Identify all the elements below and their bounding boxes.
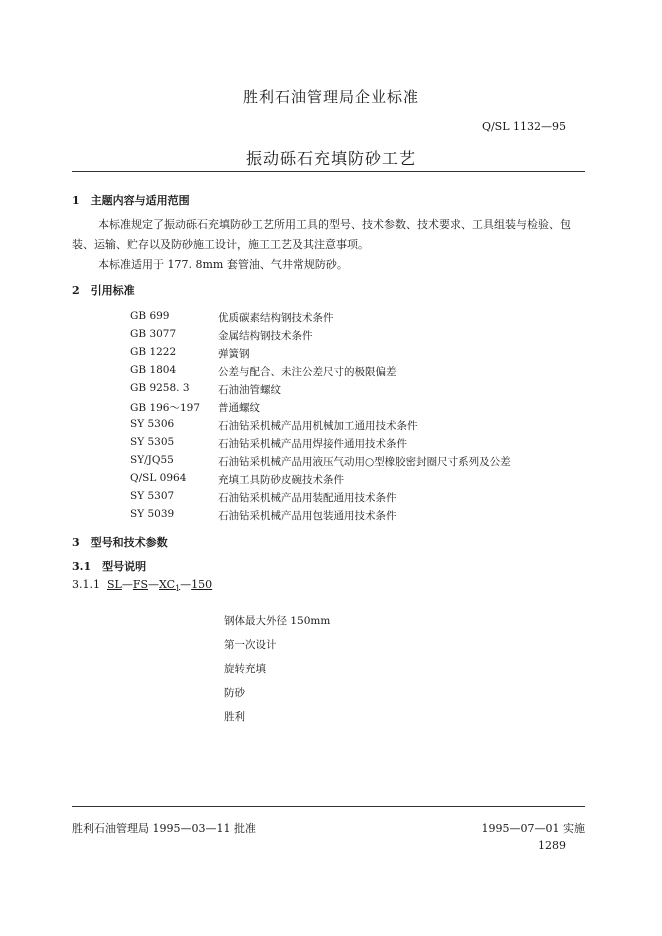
document-title: 振动砾石充填防砂工艺 <box>245 149 416 168</box>
model-label: 第一次设计 <box>224 639 277 651</box>
ref-name: 石油钻采机械产品用机械加工通用技术条件 <box>218 420 418 432</box>
implementation-date: 1995—07—01 实施 <box>481 822 585 835</box>
ref-code: Q/SL 0964 <box>130 472 187 484</box>
section-3-1-heading: 3.1 型号说明 <box>72 560 147 573</box>
model-part-sl: SL <box>107 578 122 591</box>
ref-name: 石油钻采机械产品用焊接件通用技术条件 <box>218 438 407 450</box>
footer-divider <box>72 806 585 807</box>
model-label: 钢体最大外径 150mm <box>224 615 331 627</box>
model-separator: — <box>121 578 133 591</box>
ref-name: 普通螺纹 <box>218 402 260 414</box>
section-3-heading: 3 型号和技术参数 <box>72 536 168 549</box>
approval-date: 胜利石油管理局 1995—03—11 批准 <box>72 822 256 835</box>
section-1-heading: 1 主题内容与适用范围 <box>72 194 190 207</box>
page-number: 1289 <box>538 839 566 852</box>
ref-name: 石油钻采机械产品用液压气动用○型橡胶密封圈尺寸系列及公差 <box>218 456 511 468</box>
ref-code: SY/JQ55 <box>130 454 174 466</box>
section-1-para1-line2: 装、运输、贮存以及防砂施工设计，施工工艺及其注意事项。 <box>72 238 369 251</box>
ref-code: GB 196～197 <box>130 402 201 414</box>
standard-code: Q/SL 1132—95 <box>481 120 566 133</box>
header-divider <box>72 171 585 172</box>
model-part-xc-text: XC <box>159 578 176 591</box>
ref-name: 公差与配合、未注公差尺寸的极限偏差 <box>218 366 397 378</box>
ref-name: 石油油管螺纹 <box>218 384 281 396</box>
model-label: 防砂 <box>224 687 245 699</box>
section-2-heading: 2 引用标准 <box>72 284 135 297</box>
ref-name: 石油钻采机械产品用包装通用技术条件 <box>218 510 397 522</box>
ref-code: SY 5039 <box>130 508 175 520</box>
model-part-xc-subscript: 1 <box>175 584 181 594</box>
ref-name: 充填工具防砂皮碗技术条件 <box>218 474 344 486</box>
clause-number: 3.1.1 <box>72 578 100 591</box>
model-part-xc <box>159 578 181 594</box>
ref-code: SY 5307 <box>130 490 175 502</box>
model-label: 旋转充填 <box>224 663 266 675</box>
ref-name: 石油钻采机械产品用装配通用技术条件 <box>218 492 397 504</box>
ref-name: 金属结构钢技术条件 <box>218 330 313 342</box>
model-part-150: 150 <box>191 578 213 591</box>
ref-code: SY 5306 <box>130 418 175 430</box>
ref-code: GB 1222 <box>130 346 177 358</box>
model-designation <box>72 578 212 593</box>
ref-code: SY 5305 <box>130 436 175 448</box>
ref-code: GB 9258. 3 <box>130 382 190 394</box>
ref-code: GB 3077 <box>130 328 177 340</box>
ref-code: GB 1804 <box>130 364 177 376</box>
ref-name: 弹簧钢 <box>218 348 250 360</box>
ref-name: 优质碳素结构钢技术条件 <box>218 312 334 324</box>
section-1-para2: 本标准适用于 177. 8mm 套管油、气井常规防砂。 <box>98 258 348 271</box>
model-separator: — <box>148 578 160 591</box>
ref-code: GB 699 <box>130 310 170 322</box>
model-part-fs: FS <box>132 578 149 591</box>
issuing-organization: 胜利石油管理局企业标准 <box>242 88 419 106</box>
section-1-para1-line1: 本标准规定了振动砾石充填防砂工艺所用工具的型号、技术参数、技术要求、工具组装与检验、包 <box>98 218 571 231</box>
model-label: 胜利 <box>224 711 245 723</box>
model-separator: — <box>180 578 192 591</box>
